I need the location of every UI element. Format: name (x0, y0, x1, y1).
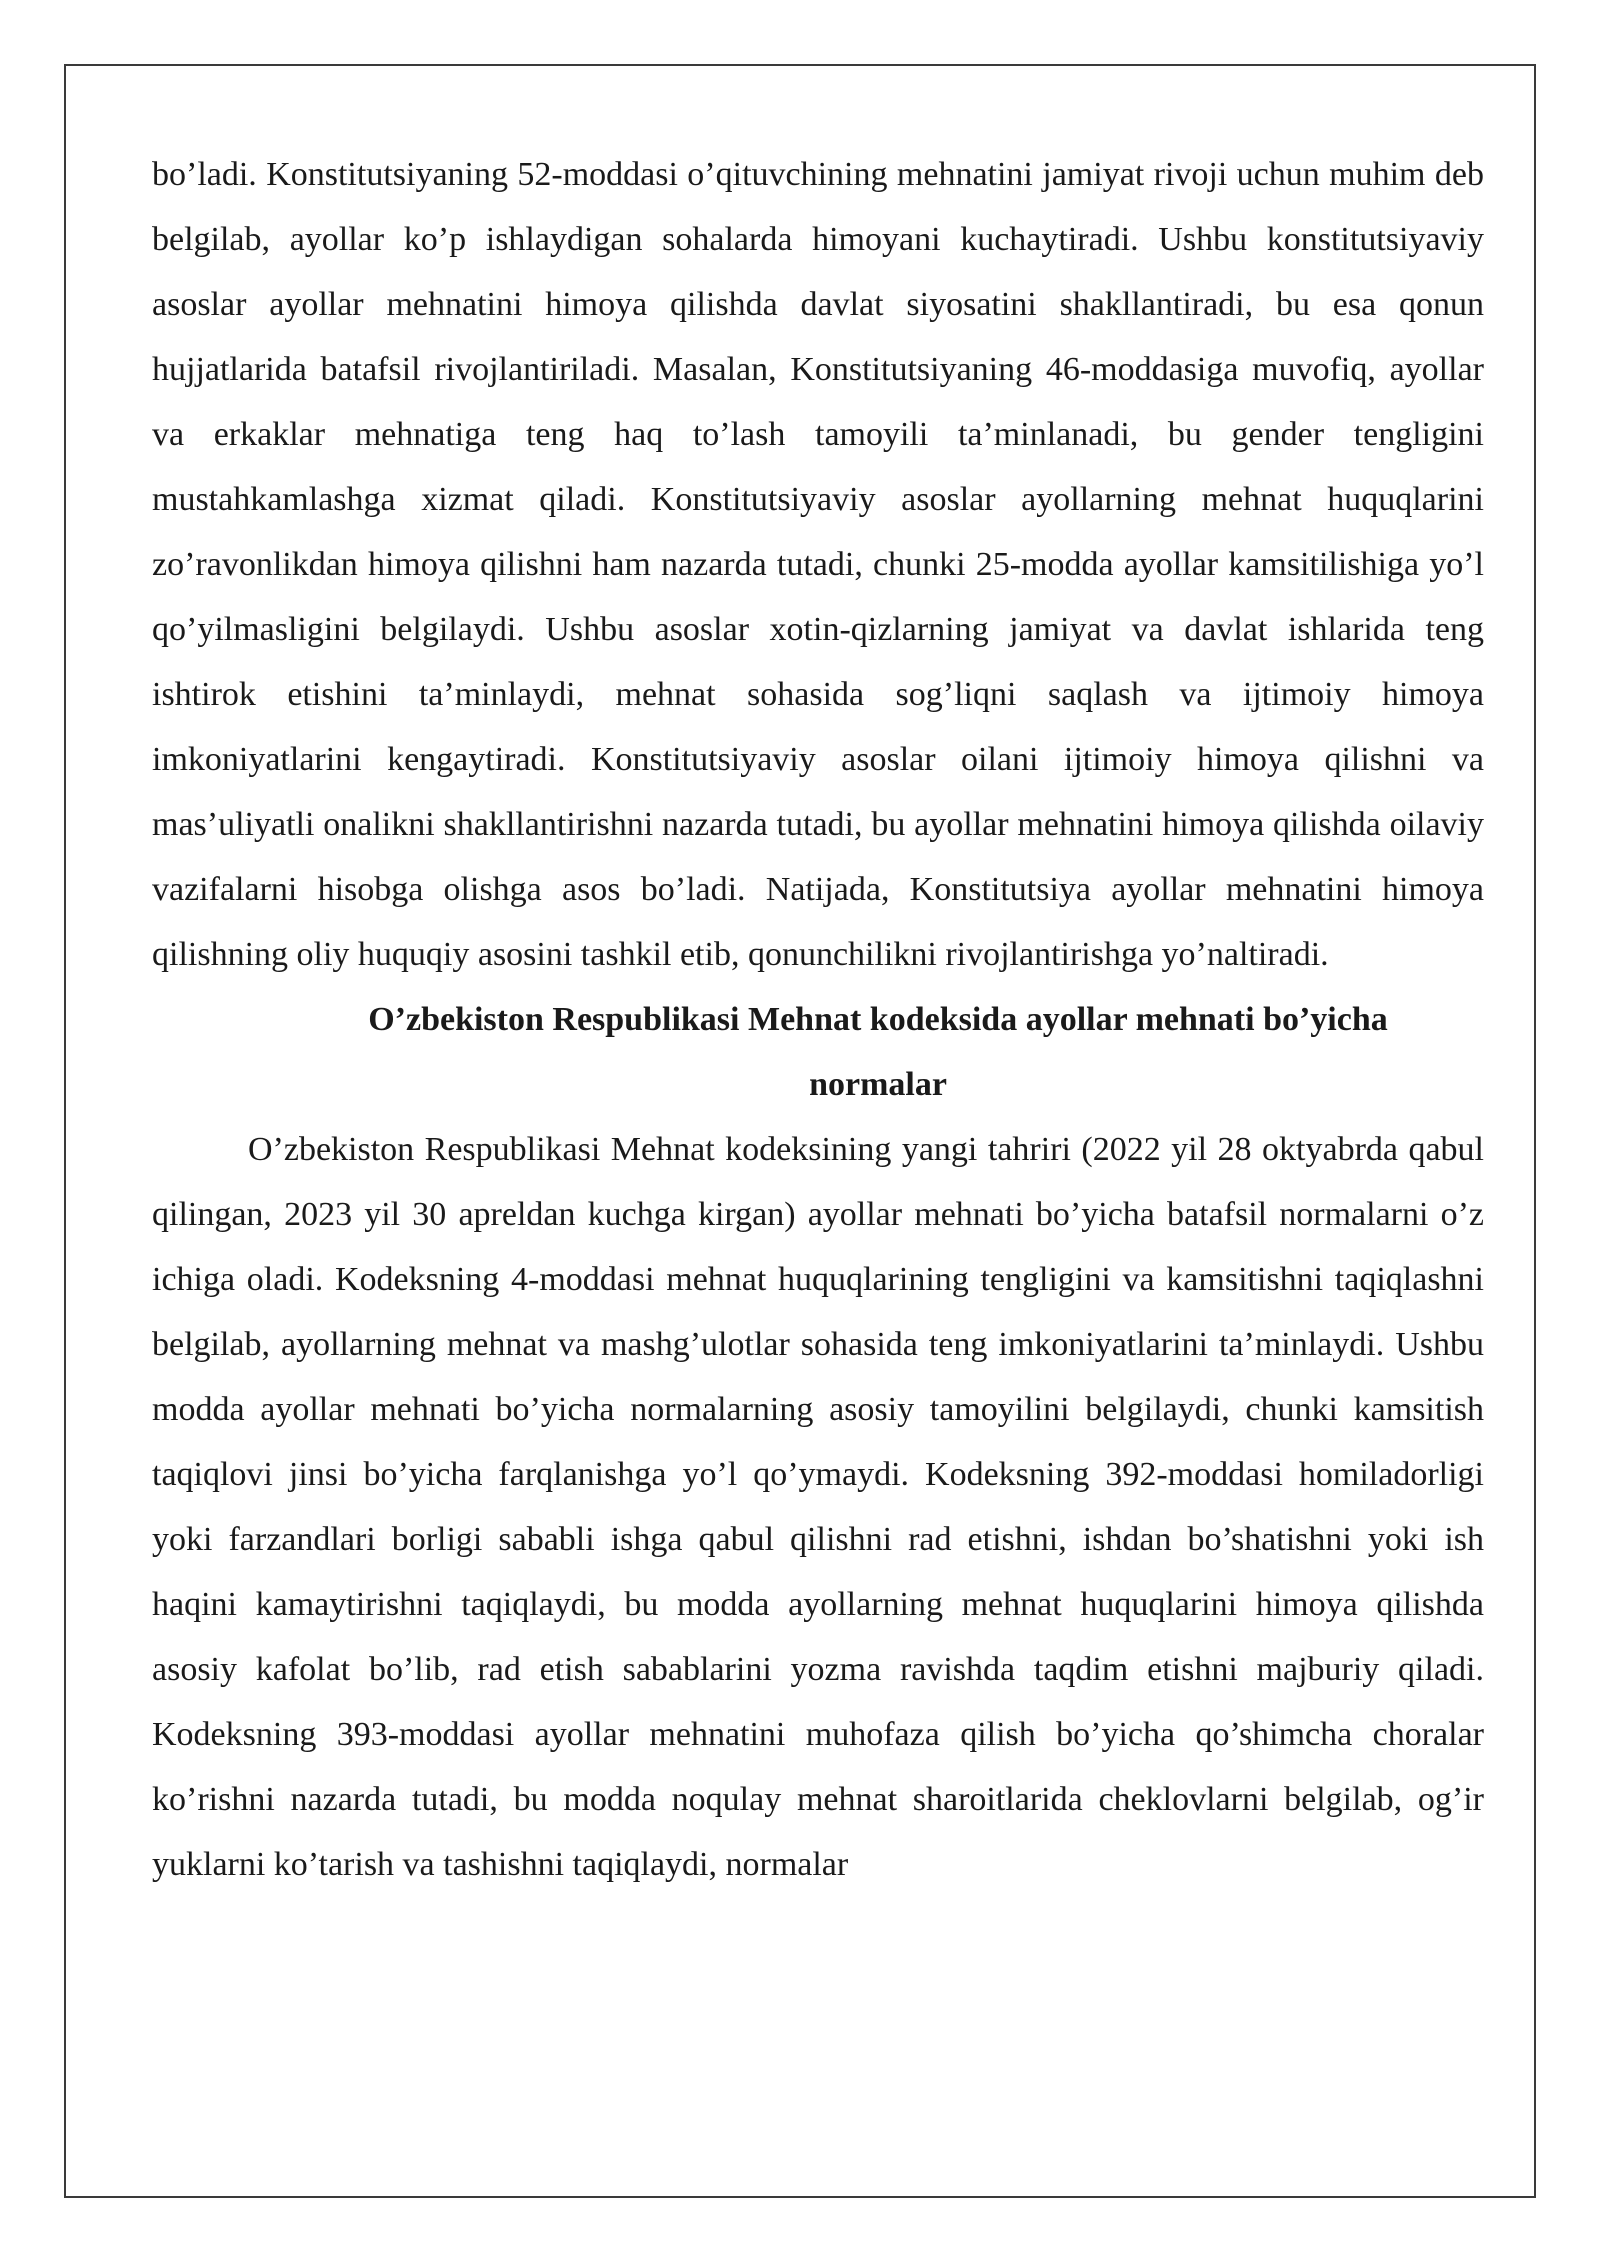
body-paragraph: O’zbekiston Respublikasi Mehnat kodeksining yangi tahriri (2022 yil 28 oktyabrda qabul qilingan, 2023 yil 30 apreldan kuchga kirgan) ayollar mehnati bo’yicha batafsil normalarni o’z ichiga oladi. Kodeksning 4-moddasi mehnat huquqlarining tengligini va kamsitishni taqiqlashni belgilab, ayollarning mehnat va mashg’ulotlar sohasida teng imkoniyatlarini ta’minlaydi. Ushbu modda ayollar mehnati bo’yicha normalarning asosiy tamoyilini belgilaydi, chunki kamsitish taqiqlovi jinsi bo’yicha farqlanishga yo’l qo’ymaydi. Kodeksning 392-moddasi homiladorligi yoki farzandlari borligi sababli ishga qabul qilishni rad etishni, ishdan bo’shatishni yoki ish haqini kamaytirishni taqiqlaydi, bu modda ayollarning mehnat huquqlarini himoya qilishda asosiy kafolat bo’lib, rad etish sabablarini yozma ravishda taqdim etishni majburiy qiladi. Kodeksning 393-moddasi ayollar mehnatini muhofaza qilish bo’yicha qo’shimcha choralar ko’rishni nazarda tutadi, bu modda noqulay mehnat sharoitlarida cheklovlarni belgilab, og’ir yuklarni ko’tarish va tashishni taqiqlaydi, normalar (152, 1131, 1484, 1883)
body-paragraph: bo’ladi. Konstitutsiyaning 52-moddasi o’qituvchining mehnatini jamiyat rivoji uchun muhim deb belgilab, ayollar ko’p ishlaydigan sohalarda himoyani kuchaytiradi. Ushbu konstitutsiyaviy asoslar ayollar mehnatini himoya qilishda davlat siyosatini shakllantiradi, bu esa qonun hujjatlarida batafsil rivojlantiriladi. Masalan, Konstitutsiyaning 46-moddasiga muvofiq, ayollar va erkaklar mehnatiga teng haq to’lash tamoyili ta’minlanadi, bu gender tengligini mustahkamlashga xizmat qiladi. Konstitutsiyaviy asoslar ayollarning mehnat huquqlarini zo’ravonlikdan himoya qilishni ham nazarda tutadi, chunki 25-modda ayollar kamsitilishiga yo’l qo’yilmasligini belgilaydi. Ushbu asoslar xotin-qizlarning jamiyat va davlat ishlarida teng ishtirok etishini ta’minlaydi, mehnat sohasida sog’liqni saqlash va ijtimoiy himoya imkoniyatlarini kengaytiradi. Konstitutsiyaviy asoslar oilani ijtimoiy himoya qilishni va mas’uliyatli onalikni shakllantirishni nazarda tutadi, bu ayollar mehnatini himoya qilishda oilaviy vazifalarni hisobga olishga asos bo’ladi. Natijada, Konstitutsiya ayollar mehnatini himoya qilishning oliy huquqiy asosini tashkil etib, qonunchilikni rivojlantirishga yo’naltiradi. (152, 156, 1484, 973)
document-body (152, 142, 1484, 1897)
section-heading: O’zbekiston Respublikasi Mehnat kodeksida ayollar mehnati bo’yicha normalar (368, 1001, 1388, 1103)
